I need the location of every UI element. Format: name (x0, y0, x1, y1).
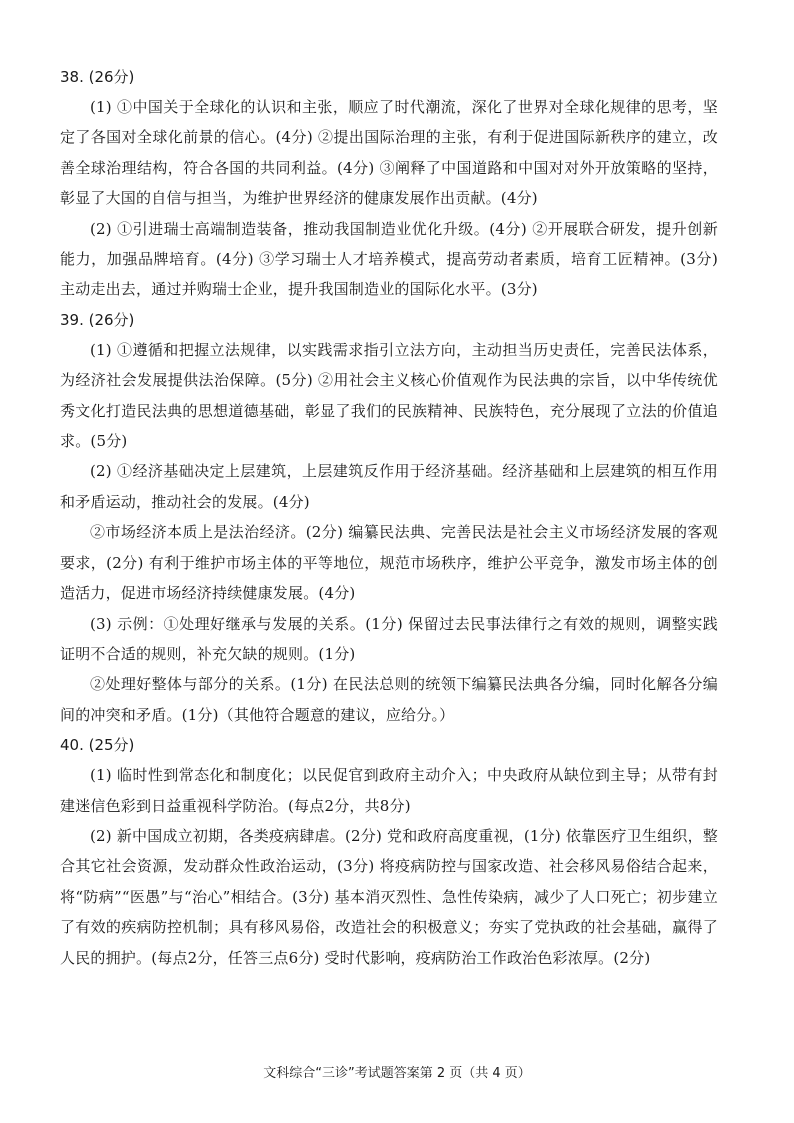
q39-part1: (1) ①遵循和把握立法规律，以实践需求指引立法方向，主动担当历史责任，完善民法体系，为经济社会发展提供法治保障。(5分) ②用社会主义核心价值观作为民法典的宗旨，以中华传统优秀文化打造民法典的思想道德基础，彰显了我们的民族精神、民族特色，充分展现了立法的价值追求。(5分) (60, 340, 718, 451)
q39-part3-b: ②处理好整体与部分的关系。(1分) 在民法总则的统领下编纂民法典各分编，同时化解各分编间的冲突和矛盾。(1分)（其他符合题意的建议，应给分。） (60, 675, 718, 724)
page-footer: 文科综合“三诊”考试题答案第 2 页（共 4 页） (263, 1066, 531, 1081)
q39-part2-b: ②市场经济本质上是法治经济。(2分) 编纂民法典、完善民法是社会主义市场经济发展的客观要求，(2分) 有利于维护市场主体的平等地位，规范市场秩序，维护公平竞争，激发市场主体的创造活力，促进市场经济持续健康发展。(4分) (60, 523, 718, 603)
q40-part1: (1) 临时性到常态化和制度化；以民促官到政府主动介入；中央政府从缺位到主导；从带有封建迷信色彩到日益重视科学防治。(每点2分，共8分) (60, 766, 718, 815)
q40-part2: (2) 新中国成立初期，各类疫病肆虐。(2分) 党和政府高度重视，(1分) 依靠医疗卫生组织，整合其它社会资源，发动群众性政治运动，(3分) 将疫病防控与国家改造、社会移风易俗结合起来，将“防病”“医愚”与“治心”相结合。(3分) 基本消灭烈性、急性传染病，减少了人口死亡；初步建立了有效的疾病防控机制；具有移风易俗，改造社会的积极意义；夯实了党执政的社会基础，赢得了人民的拥护。(每点2分，任答三点6分) 受时代影响，疫病防治工作政治色彩浓厚。(2分) (60, 826, 718, 967)
q39-part2-a: (2) ①经济基础决定上层建筑，上层建筑反作用于经济基础。经济基础和上层建筑的相互作用和矛盾运动，推动社会的发展。(4分) (60, 462, 718, 511)
q40-heading: 40. (25分) (60, 736, 135, 755)
q39-part3-a: (3) 示例：①处理好继承与发展的关系。(1分) 保留过去民事法律行之有效的规则，调整实践证明不合适的规则，补充欠缺的规则。(1分) (60, 614, 718, 663)
q39-heading: 39. (26分) (60, 310, 135, 329)
q38-heading: 38. (26分) (60, 68, 135, 86)
q38-part1: (1) ①中国关于全球化的认识和主张，顺应了时代潮流，深化了世界对全球化规律的思考，坚定了各国对全球化前景的信心。(4分) ②提出国际治理的主张，有利于促进国际新秩序的建立，改善全球治理结构，符合各国的共同利益。(4分) ③阐释了中国道路和中国对对外开放策略的坚持，彰显了大国的自信与担当，为维护世界经济的健康发展作出贡献。(4分) (60, 98, 718, 208)
q38-part2: (2) ①引进瑞士高端制造装备，推动我国制造业优化升级。(4分) ②开展联合研发，提升创新能力，加强品牌培育。(4分) ③学习瑞士人才培养模式，提高劳动者素质，培育工匠精神。(3分) 主动走出去，通过并购瑞士企业，提升我国制造业的国际化水平。(3分) (60, 219, 718, 299)
